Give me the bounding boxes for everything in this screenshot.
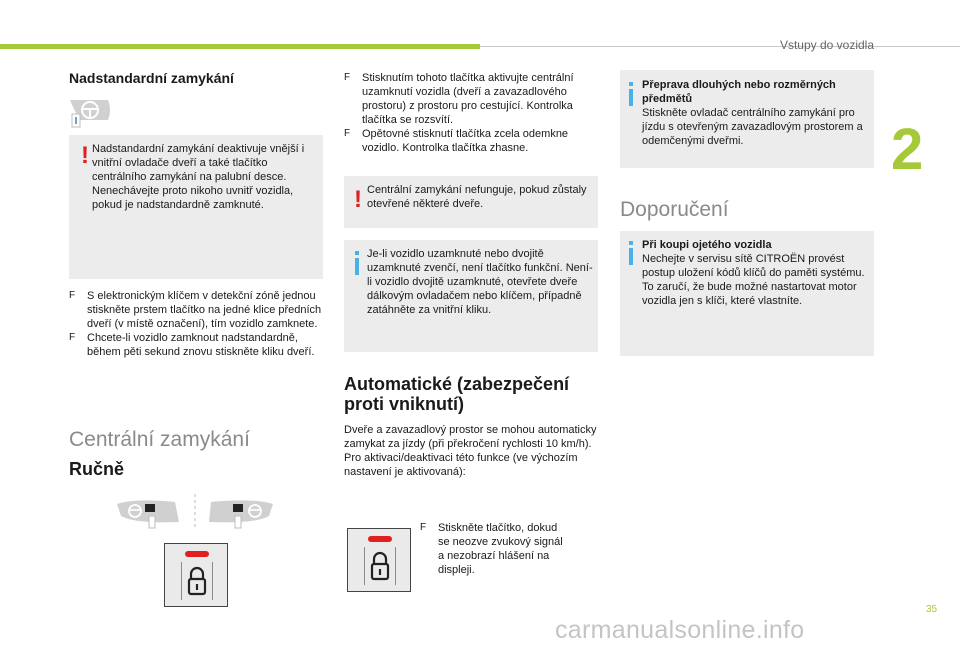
arrow-bullet-icon: F	[344, 72, 351, 83]
automatic-locking-paragraph: Dveře a zavazadlový prostor se mohou automaticky zamykat za jízdy (při překročení rychlosti 10 km/h). Pro aktivaci/deaktivaci této funkce (ve výchozím nastavení je aktivovaná):	[344, 424, 597, 478]
deadlock-warning-box	[69, 135, 323, 279]
central-lock-button-illustration	[164, 543, 228, 607]
deadlock-bullets	[69, 289, 323, 359]
automatic-locking-bullet	[420, 521, 570, 577]
info-icon	[629, 82, 633, 106]
dashboard-illustration	[115, 494, 275, 530]
padlock-icon	[187, 566, 207, 596]
recommendations-title: Doporučení	[620, 198, 729, 221]
transport-info-box	[620, 70, 874, 168]
info-icon	[355, 251, 359, 275]
list-item: F Stisknutím tohoto tlačítka aktivujte centrální uzamknutí vozidla (dveří a zavazadlového prostoru) z prostoru pro cestující. Kontrolka tlačítka se rozsvítí.	[344, 72, 574, 126]
button-led	[368, 536, 392, 542]
steering-wheel-icon	[68, 96, 112, 130]
list-item: F S elektronickým klíčem v detekční zóně jednou stiskněte prstem tlačítko na jedné klice předních dveří (v místě označení), tím vozidlo zamknete.	[69, 290, 322, 330]
arrow-bullet-icon: F	[344, 128, 351, 139]
deadlock-heading: Nadstandardní zamykání	[69, 70, 234, 86]
used-car-info-text: Nechejte v servisu sítě CITROËN provést postup uložení kódů klíčů do paměti systému. To zaručí, že bude možné nastartovat motor vozidla jen s klíči, které vlastníte.	[642, 253, 865, 307]
page-number: 35	[926, 604, 938, 615]
padlock-icon	[370, 551, 390, 581]
list-item: F Stiskněte tlačítko, dokud se neozve zvukový signál a nezobrazí hlášení na displeji.	[420, 522, 563, 576]
central-locking-title: Centrální zamykání	[69, 428, 250, 451]
central-lock-bullets	[344, 71, 598, 155]
list-item: F Opětovné stisknutí tlačítka zcela odemkne vozidlo. Kontrolka tlačítka zhasne.	[344, 128, 569, 154]
central-lock-warning-text: Centrální zamykání nefunguje, pokud zůstaly otevřené některé dveře.	[367, 184, 587, 210]
central-lock-warning-box	[344, 176, 598, 228]
transport-info-text: Stiskněte ovladač centrálního zamykání pro jízdu s otevřeným zavazadlovým prostorem a odemčenými dveřmi.	[642, 107, 863, 147]
warning-icon: !	[81, 142, 89, 169]
header-accent-bar	[0, 44, 480, 49]
warning-icon: !	[354, 186, 362, 213]
chapter-title: Vstupy do vozidla	[779, 38, 874, 52]
info-icon	[629, 241, 633, 265]
chapter-number: 2	[891, 117, 924, 182]
used-car-info-box	[620, 231, 874, 356]
arrow-bullet-icon: F	[69, 332, 76, 343]
header-rule	[480, 46, 960, 47]
central-lock-info-text: Je-li vozidlo uzamknuté nebo dvojitě uzamknuté zvenčí, není tlačítko funkční. Není-li vozidlo dvojitě uzamknuté, otevřete dveře dálkovým ovladačem nebo klíčem, případně zatáhněte za vnitřní kliku.	[367, 248, 593, 316]
automatic-locking-heading: Automatické (zabezpečení proti vniknutí)	[344, 374, 570, 414]
manual-subtitle: Ručně	[69, 459, 125, 479]
deadlock-warning-text: Nadstandardní zamykání deaktivuje vnější i vnitřní ovladače dveří a také tlačítko centrálního zamykání na palubní desce. Nenechávejte proto nikoho uvnitř vozidla, pokud je nadstandardně zamknuté.	[92, 143, 305, 211]
watermark: carmanualsonline.info	[555, 616, 805, 644]
central-lock-button-illustration	[347, 528, 411, 592]
used-car-info-title: Při koupi ojetého vozidla	[642, 239, 772, 251]
arrow-bullet-icon: F	[69, 290, 76, 301]
central-lock-info-box	[344, 240, 598, 352]
list-item: F Chcete-li vozidlo zamknout nadstandardně, během pěti sekund znovu stiskněte kliku dveří.	[69, 332, 315, 358]
arrow-bullet-icon: F	[420, 522, 427, 533]
button-led	[185, 551, 209, 557]
transport-info-title: Přeprava dlouhých nebo rozměrných předmětů	[642, 79, 836, 105]
